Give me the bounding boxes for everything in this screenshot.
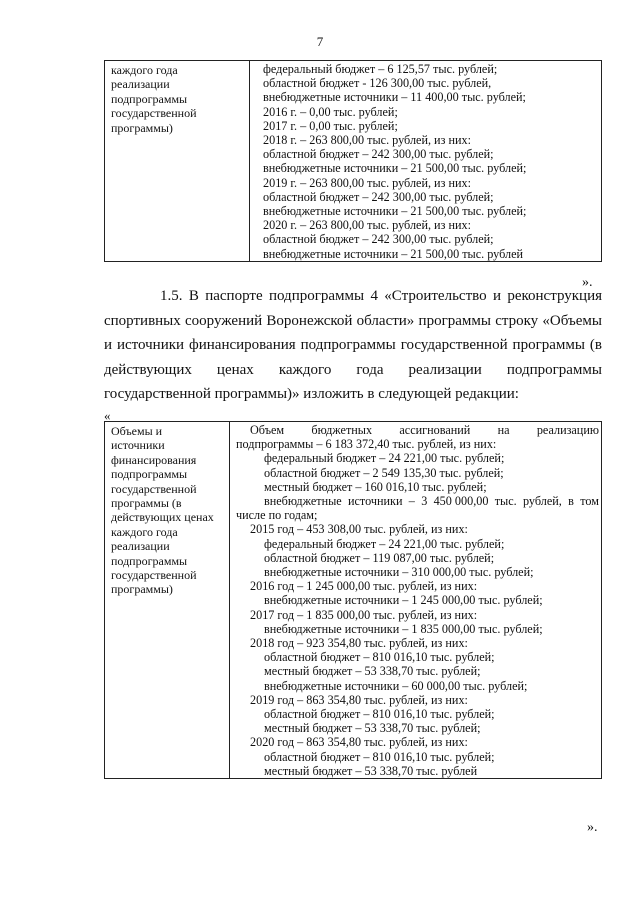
- value-line: областной бюджет – 242 300,00 тыс. рублей;: [263, 147, 494, 162]
- year-line: областной бюджет – 810 016,10 тыс. рублей;: [264, 707, 495, 722]
- year-line: областной бюджет – 119 087,00 тыс. рублей;: [264, 550, 495, 565]
- year-line: 2018 год – 923 354,80 тыс. рублей, из них:: [250, 636, 468, 651]
- year-line: внебюджетные источники – 60 000,00 тыс. рублей;: [264, 678, 528, 693]
- row-label-line: реализации: [111, 77, 170, 92]
- funding-table-continued: [104, 60, 602, 262]
- row-label-line: действующих ценах: [111, 510, 214, 525]
- year-line: местный бюджет – 53 338,70 тыс. рублей;: [264, 664, 481, 679]
- row-label-line: подпрограммы: [111, 467, 188, 482]
- value-line: областной бюджет - 126 300,00 тыс. рублей,: [263, 76, 492, 91]
- year-line: местный бюджет – 53 338,70 тыс. рублей;: [264, 721, 481, 736]
- amendment-text: 1.5. В паспорте подпрограммы 4 «Строительство и реконструкция спортивных сооружений Воронежской области» программы строку «Объемы и источники финансирования подпрограммы государственной программы (в действующих ценах каждого года реализации подпрограммы государственной программы)» изложить в следующей редакции:: [104, 288, 602, 402]
- year-line: 2020 год – 863 354,80 тыс. рублей, из них:: [250, 735, 468, 750]
- closing-quote: ».: [582, 275, 593, 290]
- year-line: 2016 год – 1 245 000,00 тыс. рублей, из них:: [250, 579, 478, 594]
- amendment-paragraph: [104, 284, 602, 407]
- row-label-line: подпрограммы: [111, 553, 188, 568]
- row-label-cell: [105, 422, 230, 779]
- row-label-line: государственной: [111, 568, 197, 583]
- row-label-line: программы): [111, 120, 173, 135]
- value-line: внебюджетные источники – 21 500,00 тыс. рублей: [263, 246, 524, 261]
- value-line: подпрограммы – 6 183 372,40 тыс. рублей, из них:: [236, 437, 497, 452]
- closing-quote: ».: [587, 820, 598, 835]
- total-first-line: Объем бюджетных ассигнований на реализацию: [250, 423, 599, 437]
- value-line: местный бюджет – 160 016,10 тыс. рублей;: [264, 479, 487, 494]
- value-line: 2018 г. – 263 800,00 тыс. рублей, из них:: [263, 133, 471, 148]
- row-label-line: реализации: [111, 539, 170, 554]
- extrabudget-line: внебюджетные источники – 3 450 000,00 тыс. рублей, в том: [264, 494, 599, 509]
- row-label-line: государственной: [111, 106, 197, 121]
- row-value-cell: [230, 422, 602, 779]
- year-line: 2015 год – 453 308,00 тыс. рублей, из них:: [250, 522, 468, 537]
- row-label-line: источники: [111, 438, 165, 453]
- row-label-line: Объемы и: [111, 424, 163, 438]
- funding-table-new: [104, 421, 602, 779]
- opening-quote: «: [104, 408, 111, 423]
- row-label-line: каждого года: [111, 63, 178, 77]
- value-line: областной бюджет – 2 549 135,30 тыс. рублей;: [264, 465, 504, 480]
- value-line: областной бюджет – 242 300,00 тыс. рублей;: [263, 189, 494, 204]
- year-line: местный бюджет – 53 338,70 тыс. рублей: [264, 763, 478, 778]
- value-line: федеральный бюджет – 6 125,57 тыс. рублей;: [263, 62, 498, 76]
- year-line: областной бюджет – 810 016,10 тыс. рублей;: [264, 749, 495, 764]
- row-label-line: программы (в: [111, 496, 182, 511]
- year-line: внебюджетные источники – 1 245 000,00 тыс. рублей;: [264, 593, 543, 608]
- value-line: 2016 г. – 0,00 тыс. рублей;: [263, 104, 398, 119]
- row-label-line: государственной: [111, 481, 197, 496]
- year-line: внебюджетные источники – 1 835 000,00 тыс. рублей;: [264, 621, 543, 636]
- value-line: 2017 г. – 0,00 тыс. рублей;: [263, 118, 398, 133]
- year-line: федеральный бюджет – 24 221,00 тыс. рублей;: [264, 536, 505, 551]
- value-line: 2020 г. – 263 800,00 тыс. рублей, из них:: [263, 218, 471, 233]
- row-label-line: программы): [111, 582, 173, 597]
- row-value-cell: [250, 61, 602, 262]
- year-line: внебюджетные источники – 310 000,00 тыс. рублей;: [264, 565, 534, 580]
- row-label-line: подпрограммы: [111, 91, 188, 106]
- row-label-line: каждого года: [111, 524, 178, 539]
- value-line: федеральный бюджет – 24 221,00 тыс. рублей;: [264, 451, 505, 466]
- year-line: областной бюджет – 810 016,10 тыс. рублей;: [264, 650, 495, 665]
- value-line: внебюджетные источники – 21 500,00 тыс. рублей;: [263, 204, 527, 219]
- row-label-cell: [105, 61, 250, 262]
- value-line: внебюджетные источники – 11 400,00 тыс. рублей;: [263, 90, 526, 105]
- value-line: областной бюджет – 242 300,00 тыс. рублей;: [263, 232, 494, 247]
- year-line: 2017 год – 1 835 000,00 тыс. рублей, из них:: [250, 607, 478, 622]
- value-line: 2019 г. – 263 800,00 тыс. рублей, из них:: [263, 175, 471, 190]
- row-label-line: финансирования: [111, 452, 197, 467]
- value-line: внебюджетные источники – 21 500,00 тыс. рублей;: [263, 161, 527, 176]
- page-number: 7: [316, 34, 324, 49]
- value-line: числе по годам;: [236, 508, 318, 523]
- year-line: 2019 год – 863 354,80 тыс. рублей, из них:: [250, 692, 468, 707]
